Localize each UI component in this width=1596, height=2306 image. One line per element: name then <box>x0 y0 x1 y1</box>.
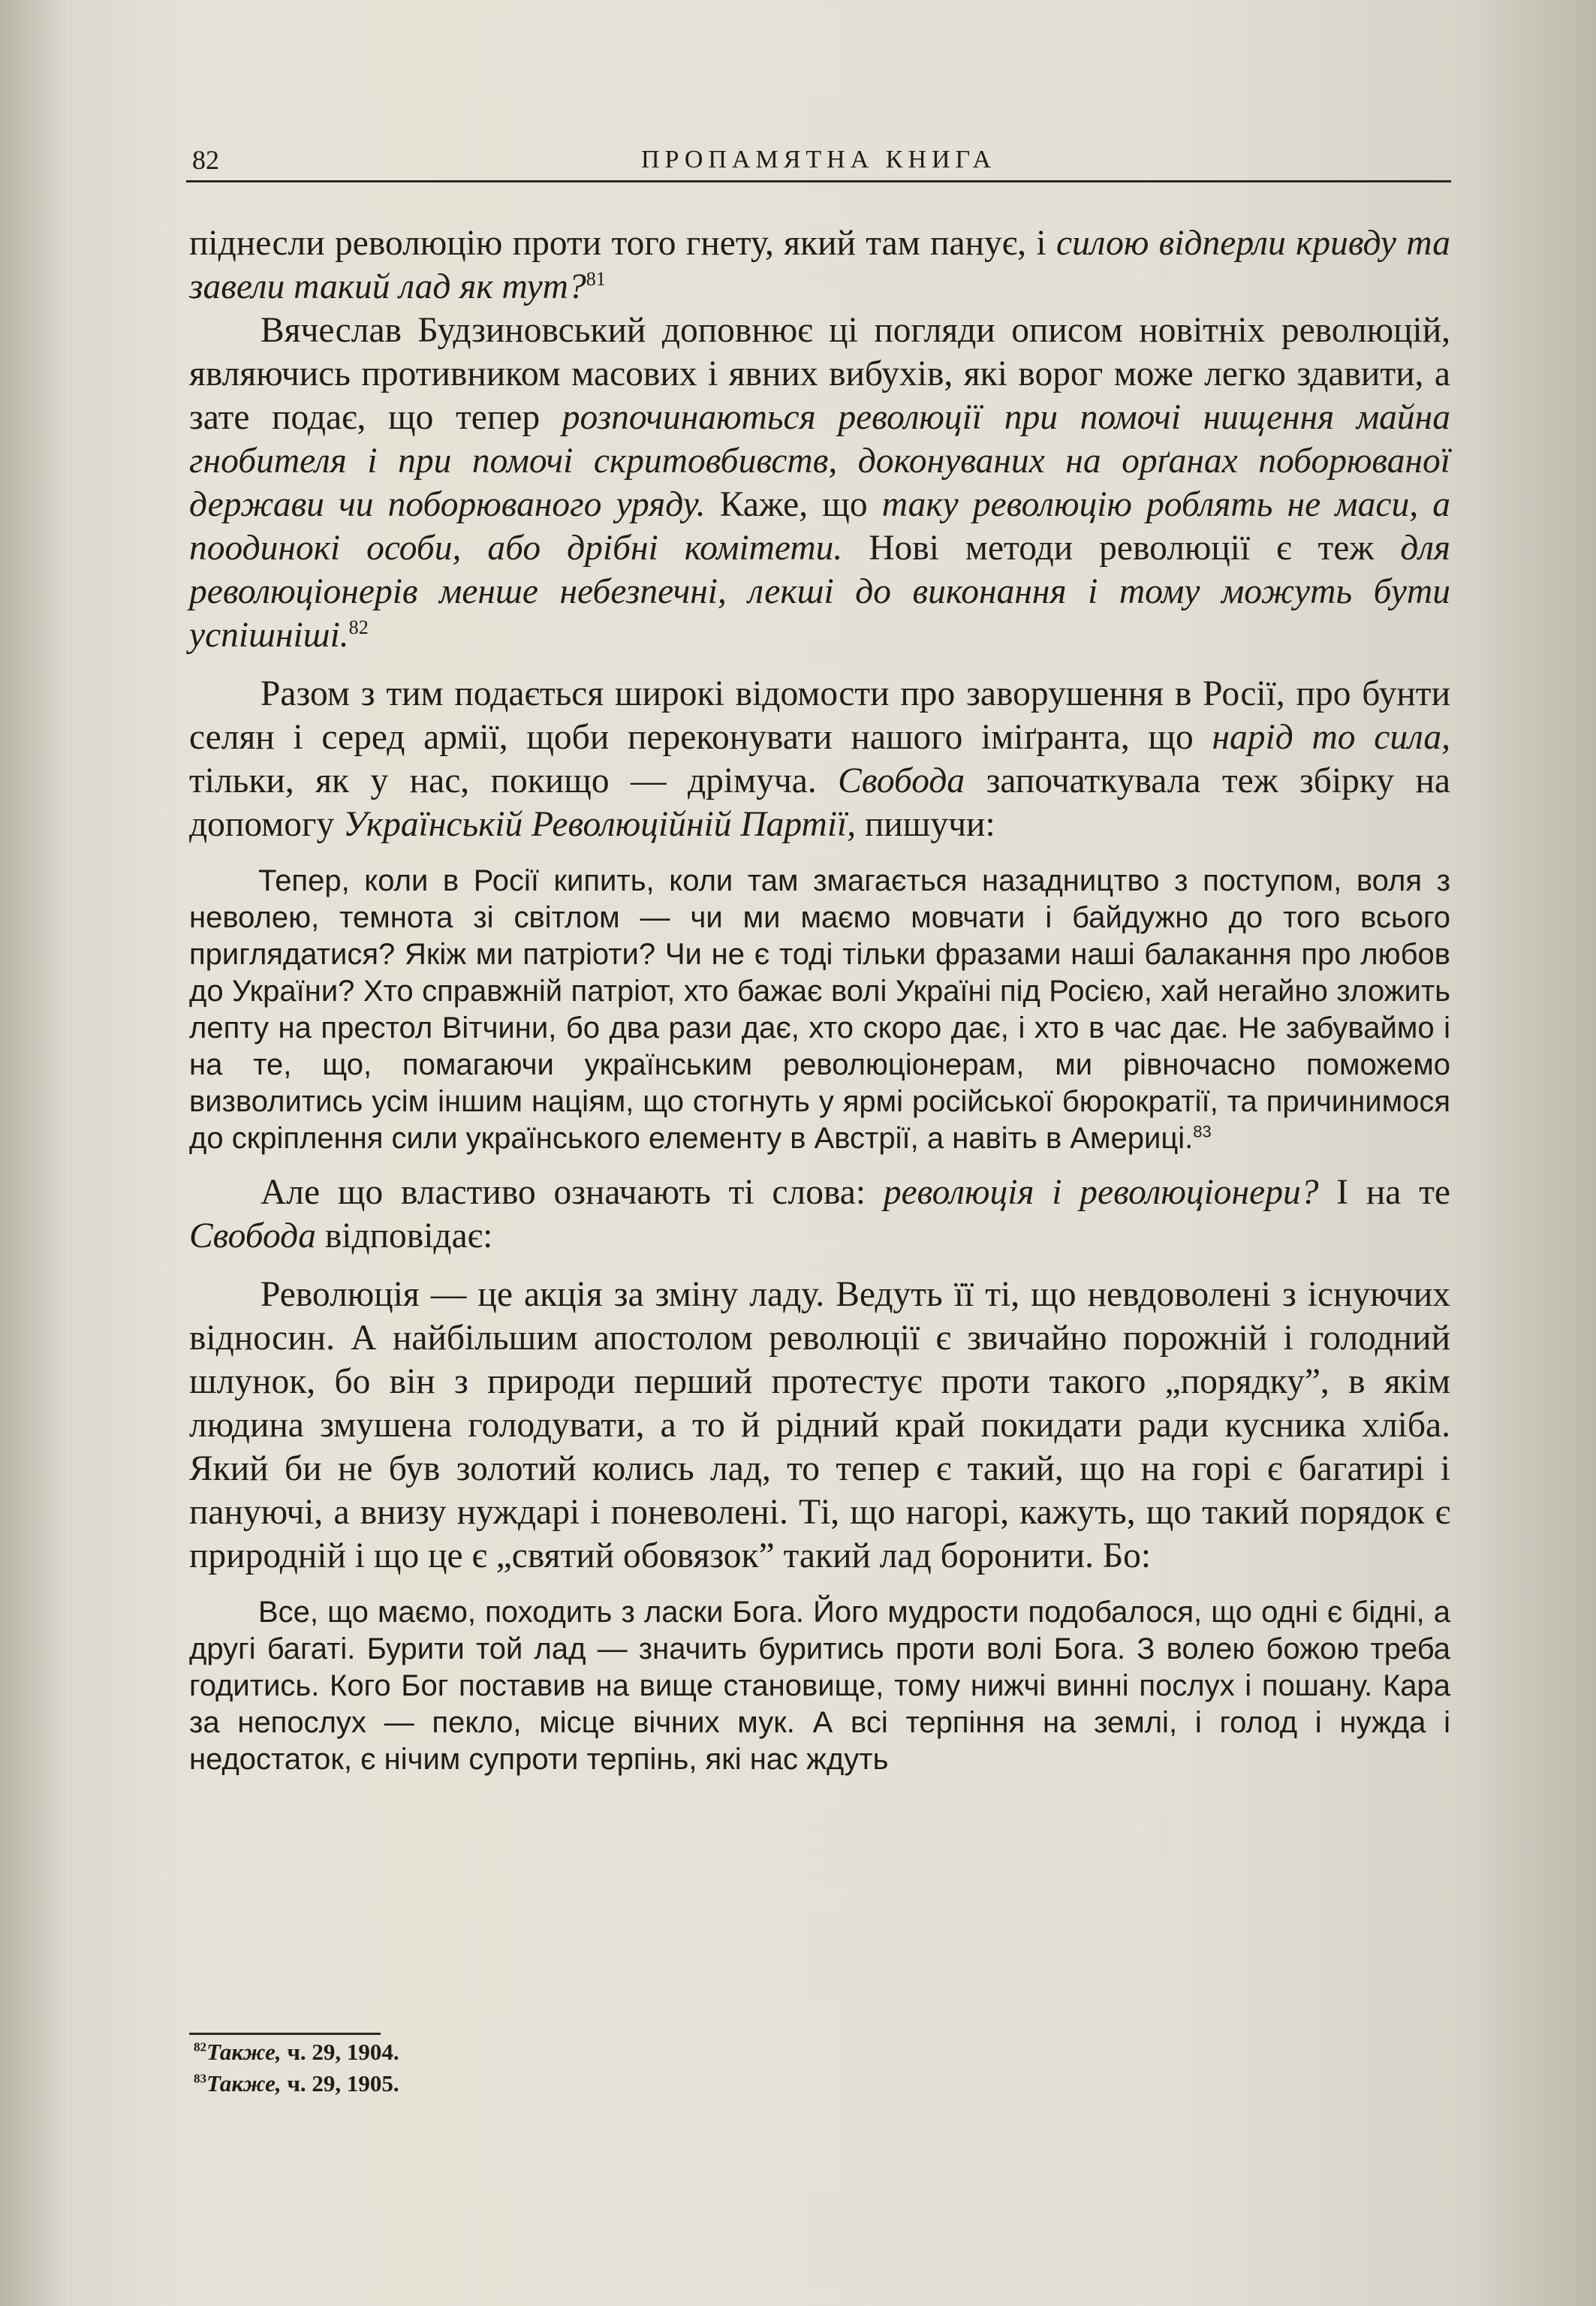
text-run: тільки, як у нас, покищо — дрімуча. <box>189 761 839 800</box>
footnotes <box>194 2036 869 2100</box>
page-number: 82 <box>192 145 219 175</box>
footnote-detail: ч. 29, 1905. <box>281 2070 399 2097</box>
paragraph-5: Революція — це акція за зміну ладу. Ведуть її ті, що невдоволені з існуючих відносин. А найбільшим апостолом революції є звичайно порожній і голодний шлунок, бо він з природи перший протестує проти такого „порядку”, в якім людина змушена голодувати, а то й рідний край покидати ради кусника хліба. Який би не був золотий колись лад, то тепер є такий, що на горі є багатирі і пануючі, а внизу нуждарі і поневолені. Ті, що нагорі, кажуть, що такий порядок є природній і що це є „святий обовязок” такий лад боронити. Бо: <box>189 1275 1450 1575</box>
block-quote-2: Все, що маємо, походить з ласки Бога. Його мудрости подобалося, що одні є бідні, а другі багаті. Бурити той лад — значить буритись проти волі Бога. З волею божою треба годитись. Кого Бог поставив на вище становище, тому нижчі винні послух і пошану. Кара за непослух — пекло, місце вічних мук. А всі терпіння на землі, і голод і нужда і недостаток, є нічим супроти терпінь, які нас ждуть <box>189 1596 1450 1776</box>
italic-run: революція і революціонери? <box>883 1173 1319 1212</box>
page-header <box>186 135 1451 182</box>
paragraph-1 <box>189 222 1450 309</box>
italic-run: розпочинаються революції при помочі нищення майна гнобителя і при помочі скритовбивств, доконуваних на орґанах поборюваної держави чи поборюваного уряду. <box>189 398 1450 524</box>
quote-text: Тепер, коли в Росії кипить, коли там змагається назадництво з поступом, воля з неволею, темнота зі світлом — чи ми маємо мовчати і байдужно до того всього приглядатися? Якіж ми патріоти? Чи не є тоді тільки фразами наші балакання про любов до України? Хто справжній патріот, хто бажає волі Україні під Росією, хай негайно зложить лепту на престол Вітчини, бо два рази дає, хто скоро дає, і хто в час дає. Не забуваймо і на те, що, помагаючи українським революціонерам, ми рівночасно поможемо визволитись усім іншим націям, що стогнуть у ярмі російської бюрократії, та причинимося до скріплення сили українського елементу в Австрії, а навіть в Америці. <box>189 864 1450 1155</box>
text-run: пишучи: <box>856 805 995 844</box>
text-run: піднесли революцію проти того гнету, який там панує, і <box>189 224 1056 263</box>
italic-run: для революціонерів менше небезпечні, лекші до виконання і тому можуть бути успішніші. <box>189 529 1451 655</box>
italic-run: силою відперли кривду та завели такий лад як тут? <box>189 224 1451 306</box>
footnote-83 <box>194 2068 869 2100</box>
italic-run: нарід то сила, <box>1212 718 1450 757</box>
footnote-source: Также, <box>206 2070 282 2097</box>
footnote-detail: ч. 29, 1904. <box>281 2039 399 2065</box>
footnote-ref: 81 <box>586 268 606 291</box>
text-run: І на те <box>1318 1173 1451 1212</box>
footnote-ref: 82 <box>348 616 369 639</box>
italic-run: Свобода <box>189 1216 316 1255</box>
text-run: започаткувала теж збірку на допомогу <box>189 761 1450 844</box>
text-run: Разом з тим подається широкі відомости про заворушення в Росії, про бунти селян і серед армії, щоби переконувати нашого іміґранта, що <box>189 674 1450 757</box>
text-run: Вячеслав Будзиновський доповнює ці погляди описом новітніх революцій, являючись противником масових і явних вибухів, які ворог може легко здавити, а зате подає, що тепер <box>189 311 1450 437</box>
paragraph-4 <box>189 1171 1450 1258</box>
text-run: відповідає: <box>315 1216 493 1255</box>
italic-run: Свобода <box>838 761 965 800</box>
footnote-source: Также, <box>206 2039 282 2065</box>
block-quote-1 <box>189 863 1450 1157</box>
footnote-number: 82 <box>194 2039 207 2054</box>
italic-run: Українській Революційній Партії, <box>343 805 857 844</box>
footnote-82 <box>194 2036 869 2068</box>
paragraph-3 <box>189 672 1450 846</box>
text-run: Нові методи революції є теж <box>842 529 1401 568</box>
running-title: ПРОПАМЯТНА КНИГА <box>640 146 997 173</box>
italic-run: таку революцію роблять не маси, а поодинокі особи, або дрібні комітети. <box>189 485 1450 568</box>
paragraph-2 <box>189 309 1450 657</box>
footnote-divider <box>189 2033 381 2035</box>
footnote-ref: 83 <box>1193 1122 1212 1141</box>
footnote-number: 83 <box>194 2071 207 2086</box>
main-text <box>189 222 1450 1792</box>
text-run: Але що властиво означають ті слова: <box>260 1173 884 1212</box>
text-run: Каже, що <box>705 485 882 524</box>
